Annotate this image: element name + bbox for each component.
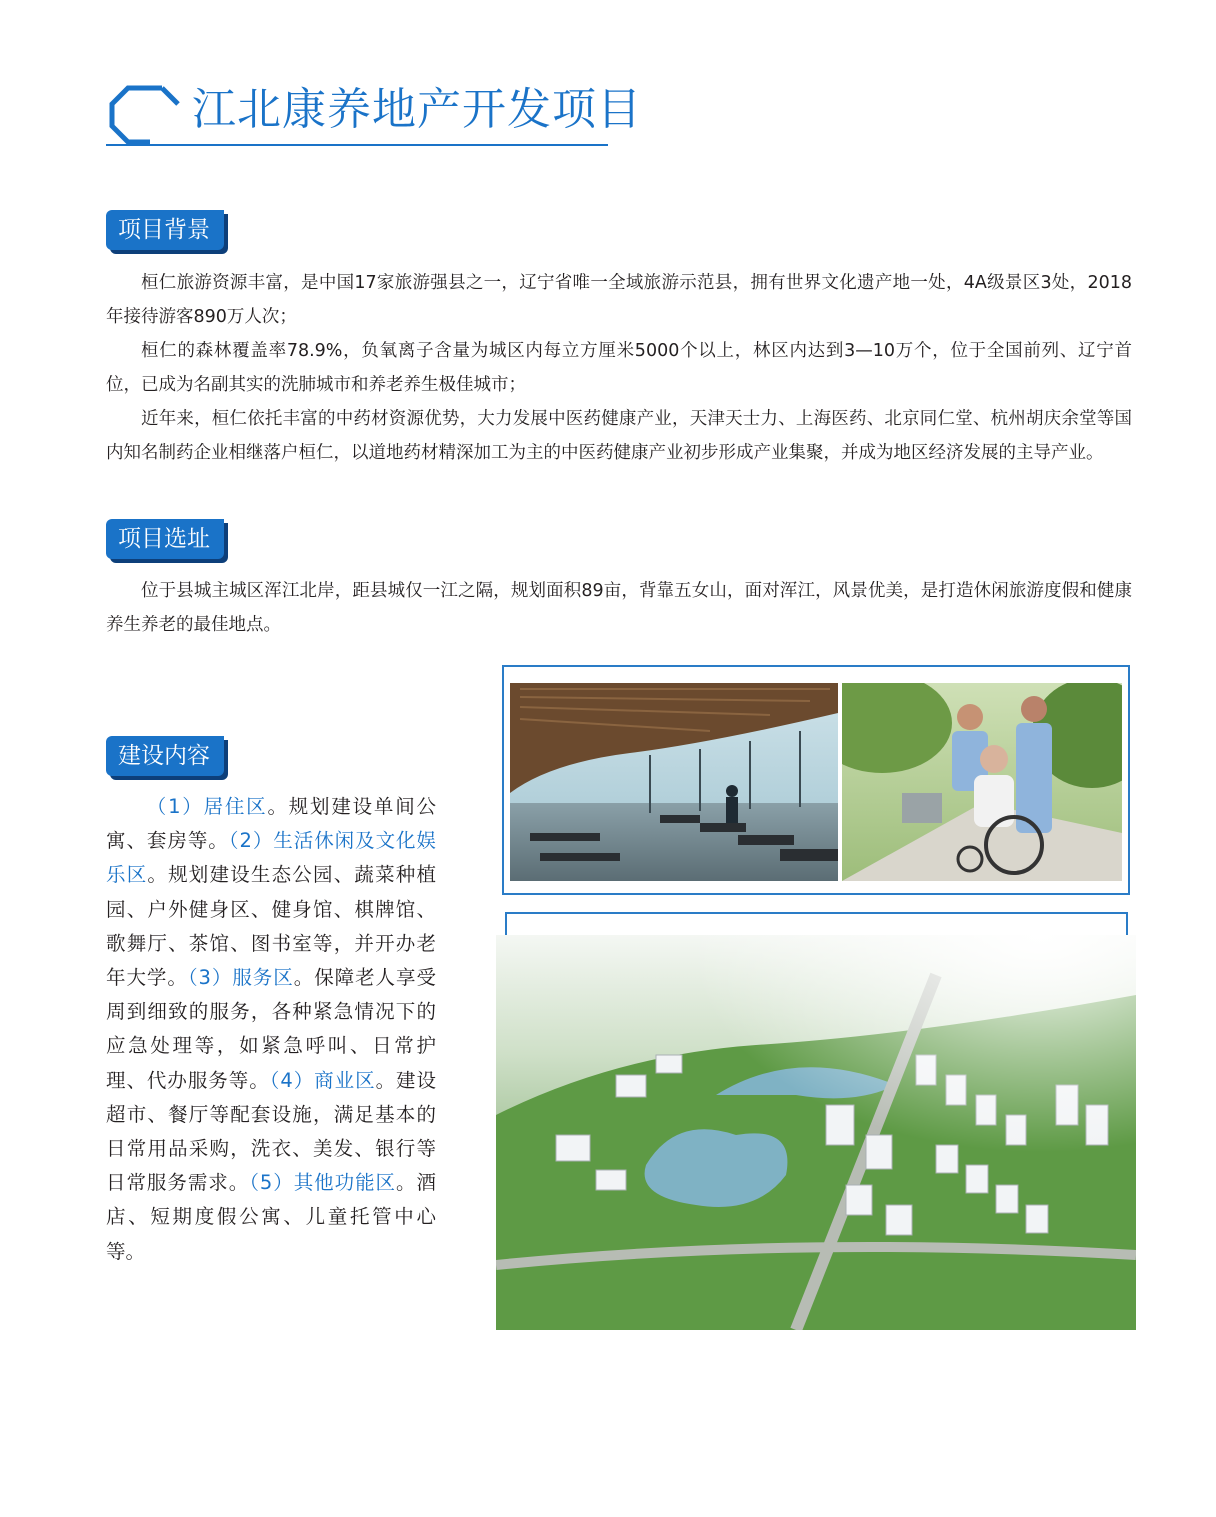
section-heading-site: 项目选址 xyxy=(106,519,224,559)
section-heading-background: 项目背景 xyxy=(106,210,224,250)
zone-desc-other: 。酒店、短期度假公寓、儿童托管中心等。 xyxy=(106,1171,436,1263)
zone-desc-leisure: 。规划建设生态公园、蔬菜种植园、户外健身区、健身馆、棋牌馆、歌舞厅、茶馆、图书室等，并开办老年大学。 xyxy=(106,863,436,990)
zone-label-commercial: （4）商业区 xyxy=(269,1068,376,1092)
zone-label-leisure: （2）生活休闲及文化娱乐区 xyxy=(106,829,436,887)
construction-text xyxy=(106,790,436,1269)
zone-desc-commercial: 。建设超市、餐厅等配套设施，满足基本的日常用品采购，洗衣、美发、银行等日常服务需求。 xyxy=(106,1068,436,1195)
title-underline xyxy=(106,144,608,146)
background-paragraph: 桓仁旅游资源丰富，是中国17家旅游强县之一，辽宁省唯一全域旅游示范县，拥有世界文化遗产地一处，4A级景区3处，2018年接待游客890万人次； xyxy=(106,273,1132,327)
site-text xyxy=(106,574,1132,642)
zone-label-service: （3）服务区 xyxy=(187,966,294,990)
background-text xyxy=(106,266,1132,470)
background-paragraph: 近年来，桓仁依托丰富的中药材资源优势，大力发展中医药健康产业，天津天士力、上海医药、北京同仁堂、杭州胡庆余堂等国内知名制药企业相继落户桓仁，以道地药材精深加工为主的中医药健康产业初步形成产业集聚，并成为地区经济发展的主导产业。 xyxy=(106,409,1132,463)
title-octagon-icon xyxy=(106,82,186,146)
page-title: 江北康养地产开发项目 xyxy=(192,84,642,135)
zone-label-residential: （1）居住区 xyxy=(145,795,268,818)
zone-label-other: （5）其他功能区 xyxy=(249,1171,397,1195)
aerial-plan-rendering xyxy=(496,935,1136,1330)
zone-desc-service: 。保障老人享受周到细致的服务，各种紧急情况下的应急处理等，如紧急呼叫、日常护理、代办服务等。 xyxy=(106,966,436,1092)
zone-desc-residential: 。规划建设单间公寓、套房等。 xyxy=(106,795,436,853)
section-heading-construction: 建设内容 xyxy=(106,736,224,776)
gym-photo xyxy=(510,683,838,881)
site-paragraph: 位于县城主城区浑江北岸，距县城仅一江之隔，规划面积89亩，背靠五女山，面对浑江，风景优美，是打造休闲旅游度假和健康养生养老的最佳地点。 xyxy=(106,581,1132,635)
caregiver-photo xyxy=(842,683,1122,881)
background-paragraph: 桓仁的森林覆盖率78.9%，负氧离子含量为城区内每立方厘米5000个以上，林区内达到3—10万个，位于全国前列、辽宁首位，已成为名副其实的洗肺城市和养老养生极佳城市； xyxy=(106,341,1132,395)
